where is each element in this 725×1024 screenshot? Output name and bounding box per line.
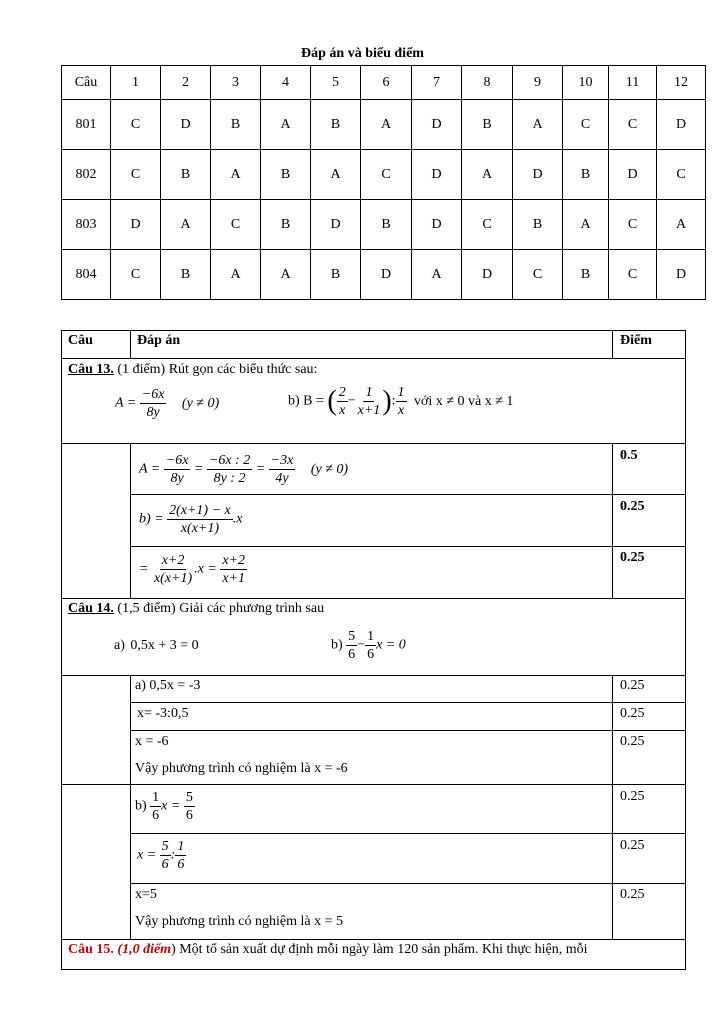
q14-step5-mid: : bbox=[170, 847, 176, 863]
answer-cell: A bbox=[161, 200, 211, 250]
q15-label: Câu 15. bbox=[68, 942, 114, 957]
q13-step1-lhs: A = bbox=[139, 461, 161, 477]
q14-step5-score: 0.25 bbox=[620, 838, 645, 853]
q13-step3-d1: x(x+1) bbox=[153, 571, 193, 586]
answer-table-header-cell: 6 bbox=[361, 66, 412, 100]
q13-step1: A = $\frac{-6x}{8y}$ = $\frac{-6x : 2}{8y : 2}$ = $\frac{-3x}{4y}$ (y ≠ 0) bbox=[139, 453, 349, 486]
q14-step6-conclusion: Vậy phương trình có nghiệm là x = 5 bbox=[135, 914, 343, 929]
answer-cell: D bbox=[361, 250, 412, 300]
q13-step2-num: 2(x+1) − x bbox=[169, 503, 231, 518]
answer-table-header-cell: 5 bbox=[311, 66, 361, 100]
q14-step3: x = -6 bbox=[135, 734, 169, 749]
q13-label: Câu 13. bbox=[68, 362, 114, 377]
q14-step2: x= -3:0,5 bbox=[137, 706, 189, 721]
answer-table-header-cell: 3 bbox=[211, 66, 261, 100]
q13-a-num: −6x bbox=[141, 387, 165, 402]
q15-text: Một tổ sản xuất dự định mỗi ngày làm 120 sản phẩm. Khi thực hiện, mỗi bbox=[175, 942, 588, 957]
answer-cell: A bbox=[311, 150, 361, 200]
answer-table-header-cell: 9 bbox=[513, 66, 563, 100]
q14-step3-score: 0.25 bbox=[620, 734, 645, 749]
q13-desc: (1 điểm) Rút gọn các biểu thức sau: bbox=[113, 362, 318, 377]
answer-table-header-cell: 10 bbox=[563, 66, 609, 100]
answer-cell: D bbox=[657, 100, 706, 150]
q13-step3: = $\frac{x+2}{x(x+1)}$ .x = $\frac{x+2}{x+1}$ bbox=[139, 553, 245, 586]
answer-cell: C bbox=[462, 200, 513, 250]
answer-cell: C bbox=[609, 250, 657, 300]
q13-step1-d1: 8y bbox=[170, 471, 184, 486]
q13-step1-cond: (y ≠ 0) bbox=[310, 461, 349, 477]
answer-cell: B bbox=[563, 250, 609, 300]
q13-b-suffix: với x ≠ 0 và x ≠ 1 bbox=[414, 393, 514, 409]
answer-table-row bbox=[62, 200, 706, 250]
answer-cell: B bbox=[161, 150, 211, 200]
answer-cell: A bbox=[657, 200, 706, 250]
q13-b-prefix: b) B = bbox=[288, 393, 324, 409]
q14-step1: a) 0,5x = -3 bbox=[135, 678, 201, 693]
exam-code-cell: 802 bbox=[62, 150, 111, 200]
q13-step2-den: x(x+1) bbox=[180, 521, 220, 536]
q13-step3-n1: x+2 bbox=[161, 553, 185, 568]
q13-a-cond: (y ≠ 0) bbox=[181, 395, 220, 411]
q14-a-eq: 0,5x + 3 = 0 bbox=[130, 638, 199, 653]
answer-table-header-cell: 8 bbox=[462, 66, 513, 100]
q13-step1-score: 0.5 bbox=[620, 448, 638, 463]
q14-step6: x=5 bbox=[135, 887, 157, 902]
q13-b-f1-den: x bbox=[339, 403, 346, 418]
q13-step2-tail: .x bbox=[232, 511, 243, 527]
q13-step3-score: 0.25 bbox=[620, 550, 645, 565]
q13-step1-n2: −6x : 2 bbox=[208, 453, 251, 468]
answer-table-header-cell: 4 bbox=[261, 66, 311, 100]
q13-b-f3-den: x bbox=[397, 403, 405, 418]
answer-cell: A bbox=[513, 100, 563, 150]
q14-step4 bbox=[135, 789, 195, 824]
answer-cell: B bbox=[261, 150, 311, 200]
q14-step4-score: 0.25 bbox=[620, 789, 645, 804]
answer-table-header-cell: 11 bbox=[609, 66, 657, 100]
q14-b-f2-num: 1 bbox=[367, 629, 375, 644]
q14-step2-score: 0.25 bbox=[620, 706, 645, 721]
q14-heading bbox=[68, 601, 324, 617]
answer-cell: B bbox=[311, 250, 361, 300]
answer-cell: A bbox=[462, 150, 513, 200]
q14-step6-score: 0.25 bbox=[620, 887, 645, 902]
q14-desc: (1,5 điểm) Giải các phương trình sau bbox=[113, 601, 325, 616]
answer-cell: C bbox=[609, 200, 657, 250]
answer-cell: C bbox=[657, 150, 706, 200]
answer-cell: A bbox=[261, 250, 311, 300]
answer-cell: A bbox=[361, 100, 412, 150]
q14-b-f1-num: 5 bbox=[348, 629, 356, 644]
answer-cell: D bbox=[161, 100, 211, 150]
q14-step3-conclusion: Vậy phương trình có nghiệm là x = -6 bbox=[135, 761, 348, 776]
answer-cell: C bbox=[111, 250, 161, 300]
answer-table-header-cell: Câu bbox=[62, 66, 111, 100]
answer-cell: B bbox=[513, 200, 563, 250]
answer-table-row bbox=[62, 100, 706, 150]
q13-step3-d2: x+1 bbox=[222, 571, 245, 586]
answer-cell: C bbox=[563, 100, 609, 150]
answer-cell: D bbox=[412, 200, 462, 250]
q14-b-label: b) bbox=[331, 637, 343, 653]
answer-table-header-cell: 1 bbox=[111, 66, 161, 100]
answer-cell: A bbox=[412, 250, 462, 300]
header-diem: Điểm bbox=[620, 333, 652, 348]
q13-a-lhs: A = bbox=[115, 395, 137, 411]
q14-b-f1-den: 6 bbox=[348, 647, 356, 662]
q14-a-label: a) bbox=[114, 638, 125, 653]
q14-step4-n1: 1 bbox=[152, 790, 160, 805]
q14-b-f2-den: 6 bbox=[367, 647, 375, 662]
answer-cell: D bbox=[311, 200, 361, 250]
q15-close: ) bbox=[171, 942, 176, 957]
q13-b-f1-num: 2 bbox=[338, 385, 346, 400]
answer-table-row bbox=[62, 150, 706, 200]
q14-step4-n2: 5 bbox=[185, 790, 193, 805]
answer-cell: C bbox=[111, 100, 161, 150]
q14-step5 bbox=[137, 838, 186, 873]
q14-step5-prefix: x = bbox=[137, 847, 157, 863]
q14-a bbox=[114, 638, 199, 654]
answer-cell: B bbox=[311, 100, 361, 150]
q13-step1-n3: −3x bbox=[270, 453, 294, 468]
answer-cell: A bbox=[211, 150, 261, 200]
q14-step5-d1: 6 bbox=[161, 857, 169, 872]
answer-cell: B bbox=[161, 250, 211, 300]
answer-cell: D bbox=[412, 100, 462, 150]
answer-table-header-row bbox=[62, 66, 706, 100]
answer-cell: B bbox=[462, 100, 513, 150]
q13-step2-score: 0.25 bbox=[620, 499, 645, 514]
answer-cell: A bbox=[563, 200, 609, 250]
q14-step4-mid: x = bbox=[161, 798, 181, 814]
answer-cell: D bbox=[657, 250, 706, 300]
answer-table-row bbox=[62, 250, 706, 300]
answer-cell: B bbox=[211, 100, 261, 150]
q14-step4-prefix: b) bbox=[135, 798, 147, 814]
answer-cell: C bbox=[111, 150, 161, 200]
q13-b-expr: b) B = ( $\frac{2}{x}$ − $\frac{1}{x+1}$ ): $\frac{1}{x}$ với x ≠ 0 và x ≠ 1 bbox=[288, 385, 514, 418]
q15-points: (1,0 điểm bbox=[117, 942, 172, 957]
q13-step1-d2: 8y : 2 bbox=[213, 471, 246, 486]
q13-b-f2-num: 1 bbox=[365, 385, 373, 400]
answer-table-header-cell: 2 bbox=[161, 66, 211, 100]
answer-cell: A bbox=[261, 100, 311, 150]
answer-cell: C bbox=[609, 100, 657, 150]
answer-table-header-cell: 7 bbox=[412, 66, 462, 100]
header-dap-an: Đáp án bbox=[137, 333, 181, 348]
q13-b-f2-den: x+1 bbox=[357, 403, 381, 418]
answer-table-header-cell: 12 bbox=[657, 66, 706, 100]
page-title: Đáp án và biểu điểm bbox=[301, 46, 424, 61]
q14-b-tail: x = 0 bbox=[376, 637, 406, 653]
q13-a-expr bbox=[115, 386, 219, 421]
answer-cell: D bbox=[609, 150, 657, 200]
q14-step5-n2: 1 bbox=[177, 839, 185, 854]
answer-cell: B bbox=[261, 200, 311, 250]
q13-b-f3-num: 1 bbox=[397, 385, 405, 400]
q14-label: Câu 14. bbox=[68, 601, 114, 616]
answer-cell: B bbox=[563, 150, 609, 200]
q13-a-den: 8y bbox=[146, 405, 160, 420]
answer-cell: D bbox=[111, 200, 161, 250]
q14-step4-d1: 6 bbox=[152, 808, 160, 823]
answer-cell: B bbox=[361, 200, 412, 250]
exam-code-cell: 801 bbox=[62, 100, 111, 150]
answer-key-table bbox=[61, 65, 706, 300]
answer-cell: C bbox=[361, 150, 412, 200]
q14-b: b) $\frac{5}{6}$ − $\frac{1}{6}$ x = 0 bbox=[331, 629, 406, 662]
answer-cell: C bbox=[513, 250, 563, 300]
answer-cell: D bbox=[462, 250, 513, 300]
q14-step4-d2: 6 bbox=[185, 808, 193, 823]
answer-cell: D bbox=[513, 150, 563, 200]
q13-step3-mid: .x = bbox=[194, 561, 217, 577]
q13-step2 bbox=[139, 502, 242, 537]
q14-step5-n1: 5 bbox=[161, 839, 169, 854]
exam-code-cell: 803 bbox=[62, 200, 111, 250]
q13-step1-d3: 4y bbox=[275, 471, 289, 486]
answer-cell: C bbox=[211, 200, 261, 250]
q14-step5-d2: 6 bbox=[177, 857, 185, 872]
q13-heading bbox=[68, 362, 317, 378]
q13-step3-n2: x+2 bbox=[222, 553, 245, 568]
exam-code-cell: 804 bbox=[62, 250, 111, 300]
q15-heading bbox=[68, 942, 680, 958]
q13-step1-n1: −6x bbox=[165, 453, 189, 468]
answer-cell: A bbox=[211, 250, 261, 300]
answer-cell: D bbox=[412, 150, 462, 200]
header-cau: Câu bbox=[68, 333, 93, 348]
q14-step1-score: 0.25 bbox=[620, 678, 645, 693]
q13-step2-lhs: b) = bbox=[139, 511, 164, 527]
